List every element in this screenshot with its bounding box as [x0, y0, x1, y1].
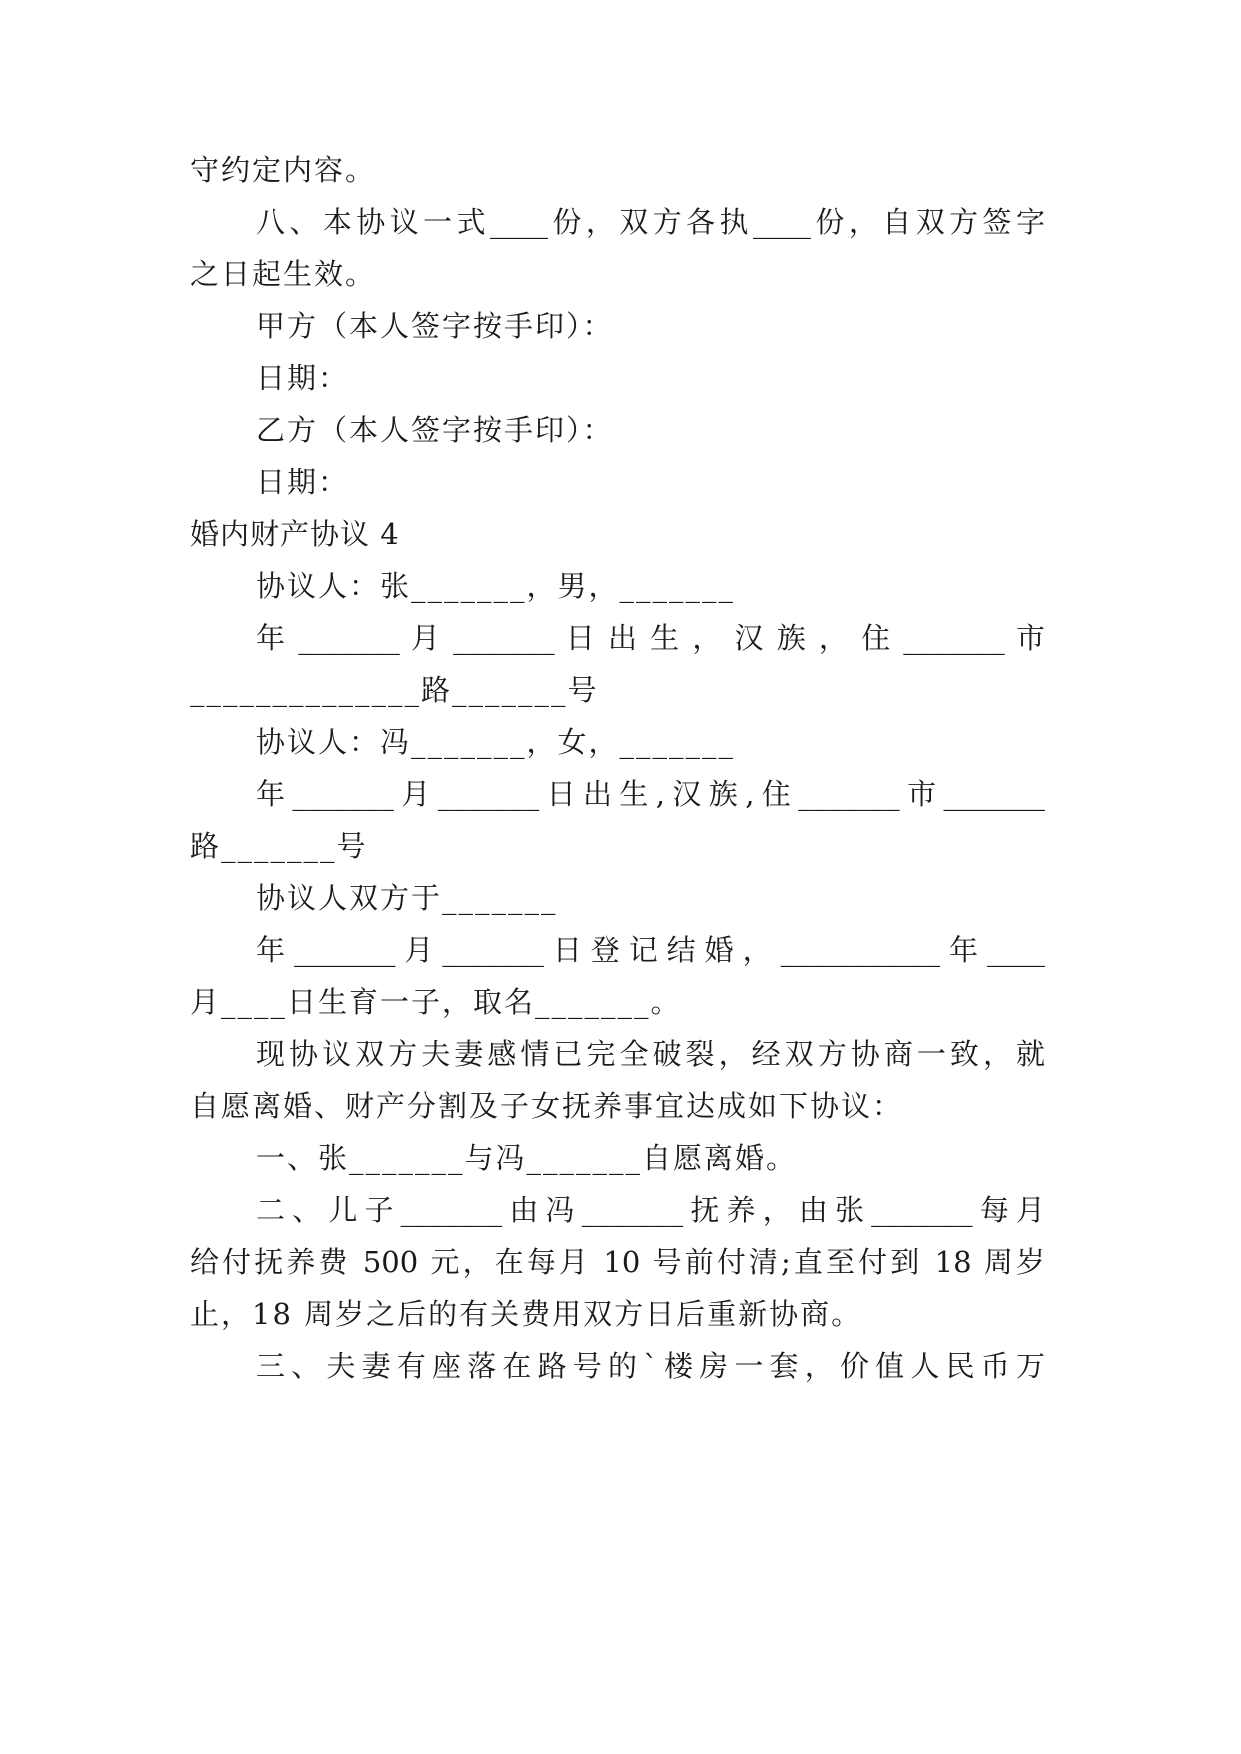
paragraph-line: 协议人：冯_______，女，_______ [256, 725, 736, 759]
signature-label-party-b: 乙方（本人签字按手印）： [256, 413, 614, 447]
paragraph-line: 二、儿子_______由冯_______抚养，由张_______每月 [256, 1193, 1045, 1227]
paragraph-line: 之日起生效。 [190, 257, 377, 291]
paragraph-line: 年_______月_______日出生,汉族,住_______市_______ [256, 777, 1045, 811]
section-title: 婚内财产协议 4 [190, 517, 400, 551]
paragraph-line: 止，18 周岁之后的有关费用双方日后重新协商。 [190, 1297, 863, 1331]
paragraph-line: ______________路_______号 [190, 673, 599, 707]
date-label: 日期： [256, 465, 350, 499]
paragraph-line: 一、张_______与冯_______自愿离婚。 [256, 1141, 798, 1175]
signature-label-party-a: 甲方（本人签字按手印）： [256, 309, 614, 343]
paragraph-line: 协议人：张_______，男，_______ [256, 569, 736, 603]
paragraph-line: 给付抚养费 500 元，在每月 10 号前付清;直至付到 18 周岁 [190, 1245, 1045, 1279]
paragraph-line: 三、夫妻有座落在路号的`楼房一套，价值人民币万 [256, 1349, 1045, 1383]
paragraph-line: 现协议双方夫妻感情已完全破裂，经双方协商一致，就 [256, 1037, 1045, 1071]
paragraph-line: 路_______号 [190, 829, 368, 863]
paragraph-line: 守约定内容。 [190, 153, 377, 187]
paragraph-line: 八、本协议一式____份，双方各执____份，自双方签字 [256, 205, 1045, 239]
date-label: 日期： [256, 361, 350, 395]
paragraph-line: 年 _______ 月 _______ 日 出 生 ， 汉 族 ， 住 _______ 市 [256, 621, 1045, 655]
paragraph-line: 年_______月_______日登记结婚，___________年____ [256, 933, 1045, 967]
paragraph-line: 月____日生育一子，取名_______。 [190, 985, 682, 1019]
paragraph-line: 自愿离婚、财产分割及子女抚养事宜达成如下协议： [190, 1089, 904, 1123]
paragraph-line: 协议人双方于_______ [256, 881, 558, 915]
